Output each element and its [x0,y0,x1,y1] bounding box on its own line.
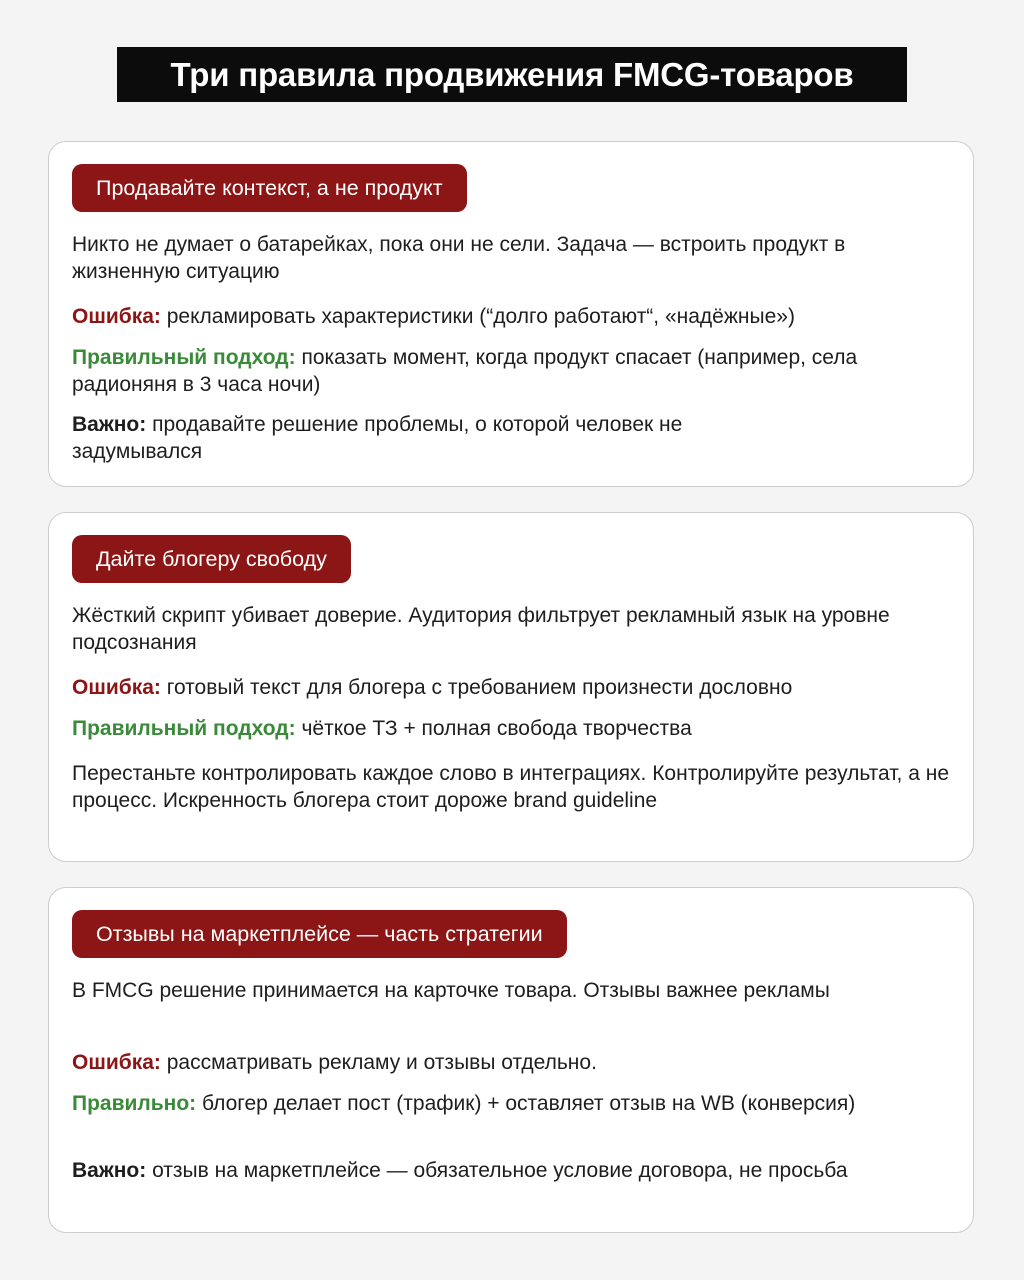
error-text: рекламировать характеристики (“долго работают“, «надёжные») [160,305,795,328]
right-label: Правильно: [72,1092,197,1115]
error-line [72,674,952,701]
important-line [72,1157,872,1184]
right-text: показать момент, когда продукт спасает (например, села радионяня в 3 часа ночи) [72,346,858,396]
important-text: отзыв на маркетплейсе — обязательное условие договора, не просьба [146,1159,848,1182]
closing-text: Перестаньте контролировать каждое слово в интеграциях. Контролируйте результат, а не процесс. Искренность блогера стоит дороже brand guideline [72,762,950,812]
error-label: Ошибка: [72,676,161,699]
right-approach-line [72,715,952,742]
intro-text: Жёсткий скрипт убивает доверие. Аудитория фильтрует рекламный язык на уровне подсознания [72,604,890,654]
error-line [72,303,952,330]
card-heading: Продавайте контекст, а не продукт [72,164,467,212]
error-label: Ошибка: [72,1051,161,1074]
right-label: Правильный подход: [72,717,296,740]
card-intro [72,602,952,656]
right-label: Правильный подход: [72,346,296,369]
error-text: готовый текст для блогера с требованием произнести дословно [160,676,793,699]
right-approach-line [72,1090,872,1117]
card-heading: Дайте блогеру свободу [72,535,351,583]
important-text: продавайте решение проблемы, о которой человек не задумывался [72,413,683,463]
card-intro [72,977,892,1004]
intro-text: В FMCG решение принимается на карточке товара. Отзывы важнее рекламы [72,979,830,1002]
rule-card-context [48,141,974,487]
closing-note [72,760,957,814]
page-title: Три правила продвижения FMCG-товаров [117,47,907,102]
important-line [72,411,792,465]
error-line [72,1049,952,1076]
right-approach-line [72,344,942,398]
error-label: Ошибка: [72,305,161,328]
error-text: рассматривать рекламу и отзывы отдельно. [160,1051,597,1074]
rule-card-freedom [48,512,974,862]
right-text: блогер делает пост (трафик) + оставляет отзыв на WB (конверсия) [196,1092,856,1115]
intro-text: Никто не думает о батарейках, пока они не сели. Задача — встроить продукт в жизненную ситуацию [72,233,846,283]
rule-card-reviews [48,887,974,1233]
card-intro [72,231,892,285]
card-heading: Отзывы на маркетплейсе — часть стратегии [72,910,567,958]
important-label: Важно: [72,413,147,436]
important-label: Важно: [72,1159,147,1182]
right-text: чёткое ТЗ + полная свобода творчества [295,717,692,740]
